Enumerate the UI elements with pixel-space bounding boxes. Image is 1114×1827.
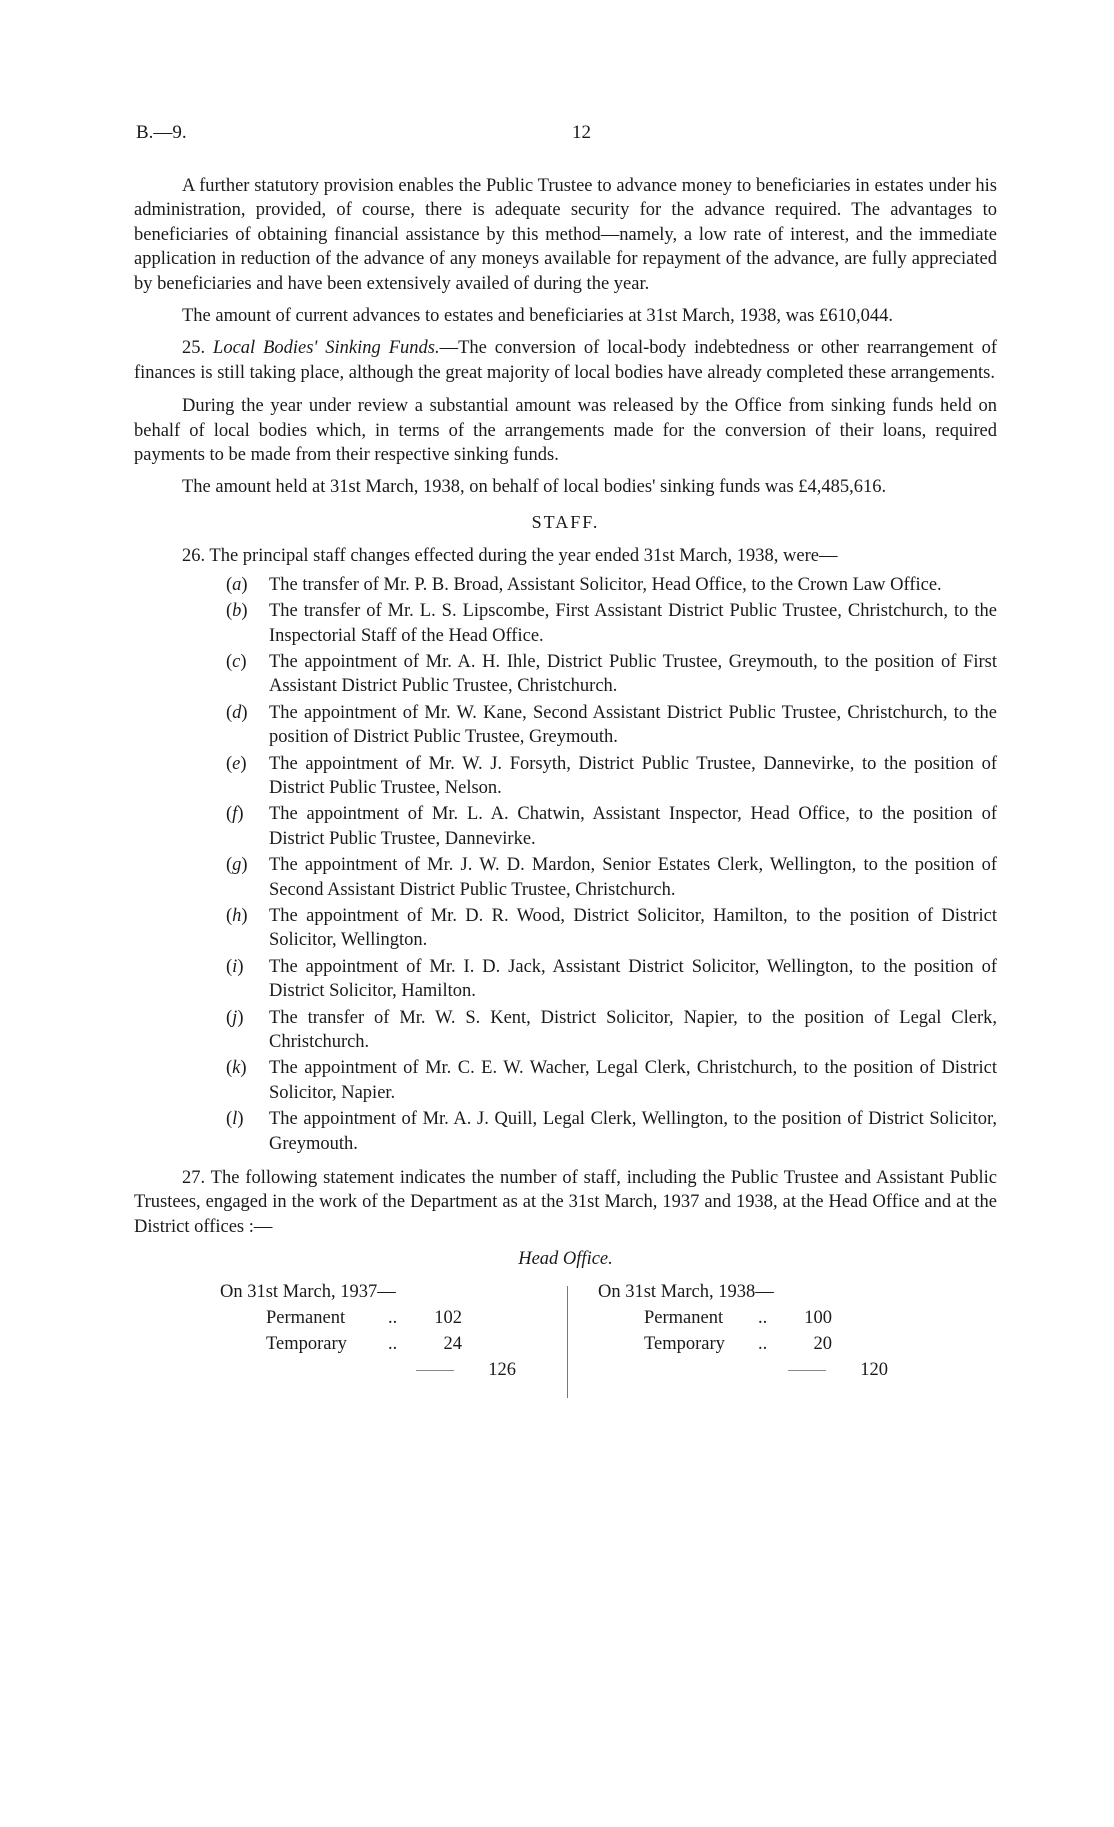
list-item-letter: (f) [226,804,244,825]
row-label: Permanent [644,1307,724,1328]
column-divider [567,1286,568,1398]
list-item-letter: (l) [226,1109,244,1130]
list-item [134,573,997,597]
staff-changes-list [134,573,997,1156]
list-item-text: The appointment of Mr. I. D. Jack, Assistant District Solicitor, Wellington, to the position of District Solicitor, Hamilton. [269,956,997,1002]
row-value: 20 [813,1333,832,1354]
list-item-letter: (b) [226,601,248,622]
paragraph-advances: A further statutory provision enables the Public Trustee to advance money to beneficiaries in estates under his administration, provided, of course, there is adequate security for the advance required. The advantages to beneficiaries of obtaining financial assistance by this method—namely, a low rate of interest, and the immediate application in reduction of the advance of any moneys available for repayment of the advance, are fully appreciated by beneficiaries and have been extensively availed of during the year. [134,176,997,294]
page-header [0,122,1114,150]
list-item-text: The appointment of Mr. L. A. Chatwin, Assistant Inspector, Head Office, to the position of District Public Trustee, Dannevirke. [269,804,997,849]
section-text: —The conversion of local-body indebtedness or other rearrangement of finances is still taking place, although the great majority of local bodies have already completed these arrangements. [134,338,997,383]
row-value: 24 [443,1333,462,1354]
table-heading-row [598,1280,938,1306]
list-item [134,1006,997,1055]
column-heading: On 31st March, 1938— [598,1281,774,1302]
list-item [134,1056,997,1105]
paragraph-staff-intro: 26. The principal staff changes effected during the year ended 31st March, 1938, were— [182,546,838,567]
list-item-letter: (k) [226,1058,247,1079]
paragraph-sinking-amount: The amount held at 31st March, 1938, on behalf of local bodies' sinking funds was £4,485,616. [182,477,887,498]
head-office-title: Head Office. [518,1249,613,1270]
head-office-table [220,1280,1000,1398]
row-value: 100 [804,1307,832,1328]
document-reference: B.—9. [136,122,187,143]
table-column-1938 [598,1280,938,1380]
list-item [134,955,997,1004]
table-row [598,1306,938,1332]
section-number: 25. [182,338,206,359]
row-dots: .. [758,1333,768,1354]
list-item-text: The transfer of Mr. P. B. Broad, Assistant Solicitor, Head Office, to the Crown Law Office. [269,574,942,595]
row-dots: .. [758,1307,768,1328]
list-item [134,802,997,851]
list-item-text: The appointment of Mr. J. W. D. Mardon, Senior Estates Clerk, Wellington, to the position of Second Assistant District Public Trustee, Christchurch. [269,855,997,900]
paragraph-sinking-funds [134,336,997,385]
table-column-1937 [220,1280,560,1380]
list-item-text: The appointment of Mr. C. E. W. Wacher, Legal Clerk, Christchurch, to the position of District Solicitor, Napier. [269,1058,997,1103]
list-item-text: The transfer of Mr. W. S. Kent, District Solicitor, Napier, to the position of Legal Clerk, Christchurch. [269,1007,997,1052]
list-item-text: The transfer of Mr. L. S. Lipscombe, First Assistant District Public Trustee, Christchurch, to the Inspectorial Staff of the Head Office. [269,601,997,646]
paragraph-sinking-released: During the year under review a substantial amount was released by the Office from sinking funds held on behalf of local bodies which, in terms of the arrangements made for the conversion of their loans, required payments to be made from their respective sinking funds. [134,396,997,466]
row-dots: .. [388,1307,398,1328]
list-item-letter: (e) [226,753,247,774]
row-value: 102 [434,1307,462,1328]
list-item-text: The appointment of Mr. D. R. Wood, District Solicitor, Hamilton, to the position of District Solicitor, Wellington. [269,905,997,951]
total-value: 120 [860,1359,888,1380]
list-item-text: The appointment of Mr. W. J. Forsyth, District Public Trustee, Dannevirke, to the position of District Public Trustee, Nelson. [269,753,997,798]
row-dots: .. [388,1333,398,1354]
staff-section-title: STAFF. [531,511,600,532]
total-rule [788,1370,826,1371]
list-item [134,853,997,902]
table-heading-row [220,1280,560,1306]
page-content [134,174,997,1398]
section-heading: Local Bodies' Sinking Funds. [213,338,440,359]
list-item [134,701,997,750]
list-item-letter: (j) [226,1007,244,1028]
list-item-letter: (i) [226,956,244,977]
total-value: 126 [488,1359,516,1380]
table-row [220,1306,560,1332]
list-item-letter: (c) [226,651,247,672]
list-item [134,650,997,699]
page-number: 12 [572,122,591,143]
list-item [134,904,997,953]
paragraph-advances-amount: The amount of current advances to estates and beneficiaries at 31st March, 1938, was £610,044. [182,306,893,327]
paragraph-staff-statement: 27. The following statement indicates the number of staff, including the Public Trustee and Assistant Public Trustees, engaged in the work of the Department as at the 31st March, 1937 and 1938, at the Head Office and at the District offices :— [134,1168,997,1237]
list-item [134,752,997,801]
list-item-letter: (a) [226,574,248,595]
list-item-letter: (h) [226,905,248,926]
list-item [134,1107,997,1156]
list-item-text: The appointment of Mr. W. Kane, Second Assistant District Public Trustee, Christchurch, to the position of District Public Trustee, Greymouth. [269,702,997,748]
list-item-letter: (g) [226,855,248,876]
column-heading: On 31st March, 1937— [220,1281,396,1302]
table-row [598,1332,938,1358]
list-item-text: The appointment of Mr. A. J. Quill, Legal Clerk, Wellington, to the position of District Solicitor, Greymouth. [269,1109,997,1154]
table-row [220,1332,560,1358]
row-label: Temporary [644,1333,725,1354]
list-item [134,599,997,648]
total-rule [416,1370,454,1371]
row-label: Temporary [266,1333,347,1354]
list-item-text: The appointment of Mr. A. H. Ihle, District Public Trustee, Greymouth, to the position of First Assistant District Public Trustee, Christchurch. [269,651,997,697]
list-item-letter: (d) [226,702,248,723]
row-label: Permanent [266,1307,346,1328]
